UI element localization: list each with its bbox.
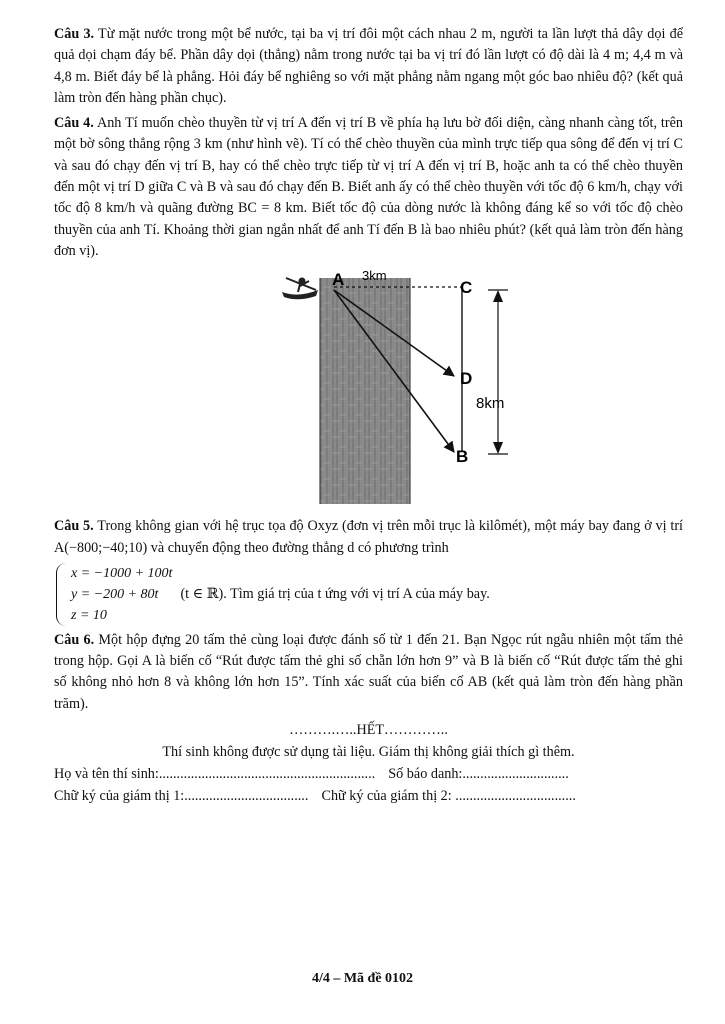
signature-row (54, 785, 683, 807)
equation-y: y = −200 + 80t (71, 586, 159, 602)
question-3 (54, 24, 683, 109)
equation-x: x = −1000 + 100t (71, 565, 173, 581)
point-d-label: D (460, 369, 473, 389)
question-6 (54, 630, 683, 715)
equation-system (56, 563, 683, 626)
river-diagram (276, 266, 516, 506)
point-c-label: C (460, 278, 473, 298)
supervisor-1-signature: Chữ ký của giám thị 1:................................... (54, 788, 309, 805)
end-marker: ……….…..HẾT………….. (289, 722, 448, 739)
question-label: Câu 3. (54, 26, 95, 42)
brace (56, 563, 67, 626)
exam-page (54, 24, 683, 807)
page-footer: 4/4 – Mã đề 0102 (311, 971, 414, 986)
question-label: Câu 4. (54, 115, 94, 132)
equation-z: z = 10 (71, 607, 107, 623)
rower-icon (282, 278, 318, 300)
parameter-condition: (t ∈ ℝ) (180, 585, 224, 602)
point-b-label: B (456, 447, 469, 467)
question-text: Từ mặt nước trong một bể nước, tại ba vị trí đôi một cách nhau 2 m, người ta lần lượt thả dây dọi để quả dọi chạm đáy bể. Phần dây dọi (thẳng) nằm trong nước tại ba vị trí đó lần lượt có độ dài là 4 m; 4,4 m và 4,8 m. Biết đáy bể là phẳng. Hỏi đáy bể nghiêng so với mặt phẳng nằm ngang một góc bao nhiêu độ? (kết quả làm tròn đến hàng phần chục). (54, 26, 683, 106)
river-figure (54, 266, 683, 506)
question-4 (54, 113, 683, 262)
candidate-name-field: Họ và tên thí sinh:............................................................. (54, 766, 376, 783)
question-label: Câu 6. (54, 631, 95, 648)
supervisor-2-signature: Chữ ký của giám thị 2: .................................. (321, 788, 576, 805)
question-text: Anh Tí muốn chèo thuyền từ vị trí A đến vị trí B về phía hạ lưu bờ đối diện, càng nhanh càng tốt, trên một bờ sông thẳng rộng 3 km (như hình vẽ). Tí có thể chèo thuyền của mình trực tiếp qua sông để đến vị trí C và sau đó chạy đến vị trí B, hay có thể chèo trực tiếp từ vị trí A đến vị trí B, hoặc anh ta có thể chèo thuyền đến một vị trí D giữa C và B và sau đó chạy đến B. Biết anh ấy có thể chèo thuyền với tốc độ 6 km/h, chạy với tốc độ 8 km/h và quãng đường BC = 8 km. Biết tốc độ của dòng nước là không đáng kể so với tốc độ chèo thuyền của anh Tí. Khoảng thời gian ngắn nhất để anh Tí đến B là bao nhiêu phút? (kết quả làm tròn đến hàng đơn vị). (54, 115, 683, 259)
question-5 (54, 516, 683, 559)
length-label: 8km (476, 395, 505, 413)
question-label: Câu 5. (54, 518, 94, 535)
question-5-tail: . Tìm giá trị của t ứng với vị trí A của máy bay. (223, 585, 490, 602)
question-text: Trong không gian với hệ trục tọa độ Oxyz (đơn vị trên mỗi trục là kilômét), một máy bay đang ở vị trí A(−800;−40;10) và chuyển động theo đường thẳng d có phương trình (54, 518, 683, 556)
point-a-label: A (332, 270, 345, 290)
candidate-id-field: Số báo danh:.............................. (388, 766, 569, 783)
question-text: Một hộp đựng 20 tấm thẻ cùng loại được đánh số từ 1 đến 21. Bạn Ngọc rút ngẫu nhiên một tấm thẻ trong hộp. Gọi A là biến cố “Rút được tấm thẻ ghi số chẵn lớn hơn 9” và B là biến cố “Rút được tấm thẻ ghi số không nhỏ hơn 8 và không lớn hơn 15”. Tính xác suất của biến cố AB (kết quả làm tròn đến hàng phần trăm). (54, 631, 684, 712)
exam-notice: Thí sinh không được sử dụng tài liệu. Giám thị không giải thích gì thêm. (162, 744, 575, 761)
candidate-info-row (54, 763, 683, 785)
width-label: 3km (362, 268, 387, 284)
